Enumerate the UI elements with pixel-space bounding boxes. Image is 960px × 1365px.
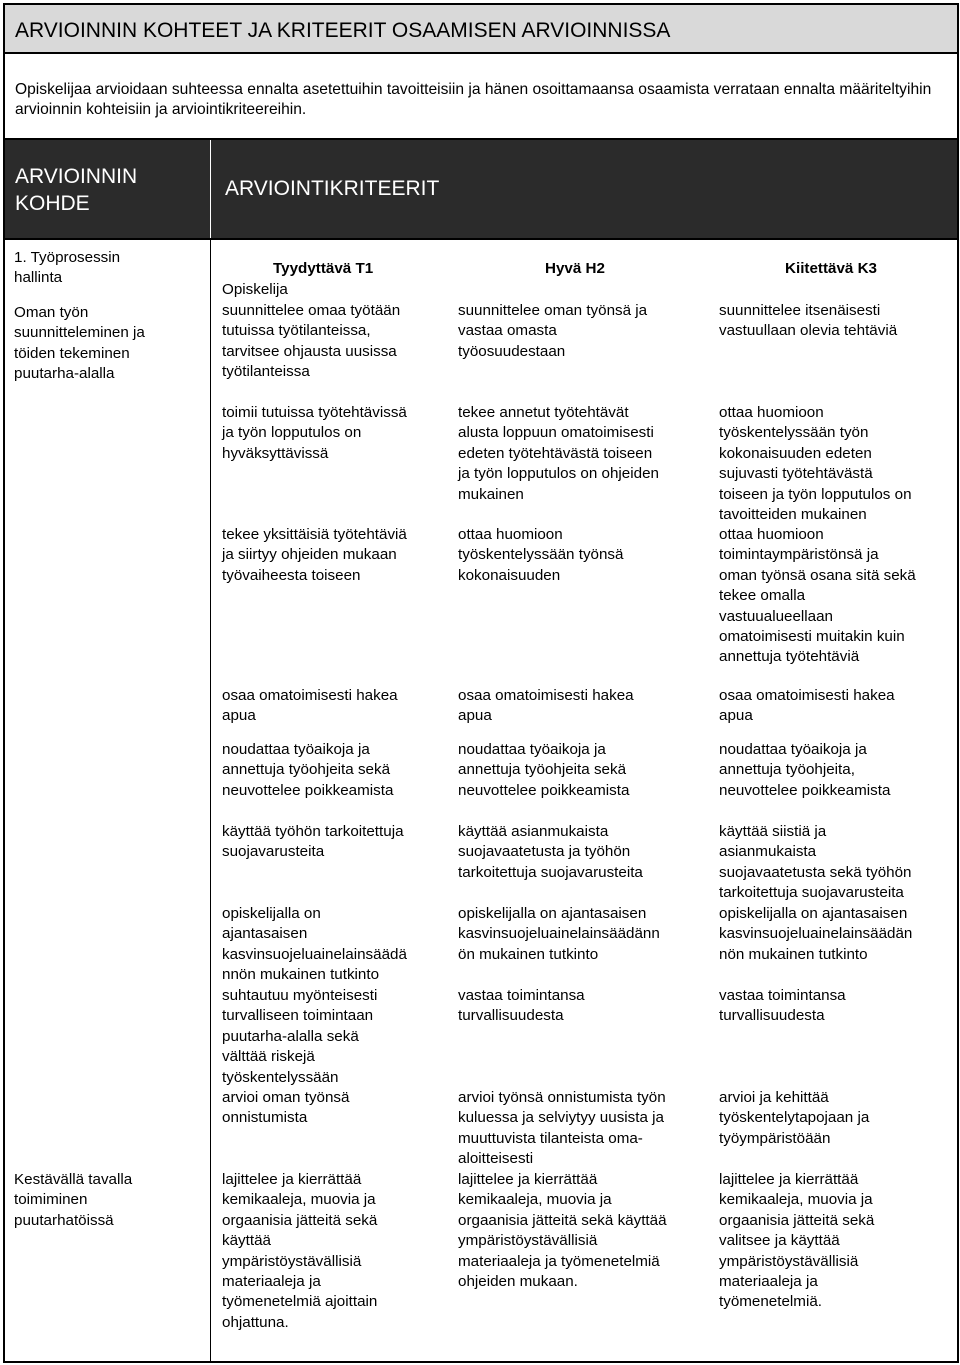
criterion-r9-t1: arvioi oman työnsä onnistumista: [222, 1089, 350, 1127]
criterion-r8-t1: suhtautuu myönteisesti turvalliseen toimintaan puutarha-alalla sekä välttää riskejä työskentelyssään: [222, 987, 378, 1086]
criterion-r3-t1: tekee yksittäisiä työtehtäviä ja siirtyy ohjeiden mukaan työvaiheesta toiseen: [222, 526, 407, 584]
title-bar: [3, 3, 959, 54]
level-t1: Tyydyttävä T1: [273, 260, 374, 277]
criterion-r6-h2: käyttää asianmukaista suojavaatetusta ja työhön tarkoitettuja suojavarusteita: [458, 823, 643, 881]
level-h2: Hyvä H2: [545, 260, 605, 277]
criterion-r8-h2: vastaa toimintansa turvallisuudesta: [458, 987, 585, 1025]
target-section-1: 1. Työprosessin hallinta: [14, 249, 121, 287]
criterion-r2-k3: ottaa huomioon työskentelyssään työn kokonaisuuden edeten sujuvasti työtehtävästä toiseen ja työn lopputulos on tavoitteiden mukainen: [719, 404, 912, 524]
criterion-r2-t1: toimii tutuissa työtehtävissä ja työn lopputulos on hyväksyttävissä: [222, 404, 407, 462]
criterion-r1-k3: suunnittelee itsenäisesti vastuullaan olevia tehtäviä: [719, 302, 898, 340]
column-divider: [210, 240, 211, 1361]
criteria-table: [3, 240, 959, 1363]
page-title: ARVIOINNIN KOHTEET JA KRITEERIT OSAAMISEN ARVIOINNISSA: [15, 19, 671, 42]
target-sub-2: Kestävällä tavalla toimiminen puutarhatöissä: [14, 1171, 133, 1229]
level-k3: Kiitettävä K3: [785, 260, 878, 277]
header-divider: [210, 140, 211, 238]
criterion-r7-h2: opiskelijalla on ajantasaisen kasvinsuojeluainelainsäädänn ön mukainen tutkinto: [458, 905, 660, 963]
criterion-r7-k3: opiskelijalla on ajantasaisen kasvinsuojeluainelainsäädän nön mukainen tutkinto: [719, 905, 913, 963]
criterion-r6-k3: käyttää siistiä ja asianmukaista suojavaatetusta sekä työhön tarkoitettuja suojavarusteita: [719, 823, 912, 902]
criterion-r9-h2: arvioi työnsä onnistumista työn kuluessa ja selviytyy uusista ja muuttuvista tilanteista oma- aloitteisesti: [458, 1089, 666, 1168]
criterion-r5-h2: noudattaa työaikoja ja annettuja työohjeita sekä neuvottelee poikkeamista: [458, 741, 630, 799]
kriteerit-heading: ARVIOINTIKRITEERIT: [225, 177, 440, 200]
criterion-r3-h2: ottaa huomioon työskentelyssään työnsä kokonaisuuden: [458, 526, 624, 584]
criterion-r5-t1: noudattaa työaikoja ja annettuja työohjeita sekä neuvottelee poikkeamista: [222, 741, 394, 799]
intro-text: Opiskelijaa arvioidaan suhteessa ennalta asetettuihin tavoitteisiin ja hänen osoittamaansa osaamista verrataan ennalta määriteltyihin arvioinnin kohteisiin ja arviointikriteereihin.: [15, 81, 932, 118]
criterion-r4-h2: osaa omatoimisesti hakea apua: [458, 687, 634, 725]
criterion-r6-t1: käyttää työhön tarkoitettuja suojavarusteita: [222, 823, 404, 861]
columns-header: [3, 140, 959, 240]
criterion-r10-k3: lajittelee ja kierrättää kemikaaleja, muovia ja orgaanisia jätteitä sekä valitsee ja käyttää ympäristöystävällisiä materiaaleja ja työmenetelmiä.: [719, 1171, 875, 1311]
criterion-r5-k3: noudattaa työaikoja ja annettuja työohjeita, neuvottelee poikkeamista: [719, 741, 891, 799]
criterion-r10-h2: lajittelee ja kierrättää kemikaaleja, muovia ja orgaanisia jätteitä sekä käyttää ympäristöystävällisiä materiaaleja ja työmenetelmiä ohjeiden mukaan.: [458, 1171, 667, 1291]
criterion-r4-t1: osaa omatoimisesti hakea apua: [222, 687, 398, 725]
criterion-r9-k3: arvioi ja kehittää työskentelytapojaan ja työympäristöään: [719, 1089, 870, 1147]
kohde-heading: ARVIOINNIN KOHDE: [15, 165, 138, 215]
criterion-r7-t1: opiskelijalla on ajantasaisen kasvinsuojeluainelainsäädä nnön mukainen tutkinto: [222, 905, 407, 984]
criterion-r8-k3: vastaa toimintansa turvallisuudesta: [719, 987, 846, 1025]
criterion-r2-h2: tekee annetut työtehtävät alusta loppuun omatoimisesti edeten työtehtävästä toiseen ja työn lopputulos on ohjeiden mukainen: [458, 404, 659, 503]
criterion-r3-k3: ottaa huomioon toimintaympäristönsä ja oman työnsä osana sitä sekä tekee omalla vastuualueellaan omatoimisesti muitakin kuin annettuja työtehtäviä: [719, 526, 916, 666]
criterion-r1-h2: suunnittelee oman työnsä ja vastaa omasta työosuudestaan: [458, 302, 648, 360]
intro-box: [3, 54, 959, 140]
criterion-r4-k3: osaa omatoimisesti hakea apua: [719, 687, 895, 725]
criterion-r1-t1: suunnittelee omaa työtään tutuissa työtilanteissa, tarvitsee ohjausta uusissa työtilanteissa: [222, 302, 401, 381]
opiskelija-label: Opiskelija: [222, 281, 288, 298]
criterion-r10-t1: lajittelee ja kierrättää kemikaaleja, muovia ja orgaanisia jätteitä sekä käyttää ympäristöystävällisiä materiaaleja ja työmenetelmiä ajoittain ohjattuna.: [222, 1171, 378, 1331]
target-sub-1: Oman työn suunnitteleminen ja töiden tekeminen puutarha-alalla: [14, 304, 145, 383]
